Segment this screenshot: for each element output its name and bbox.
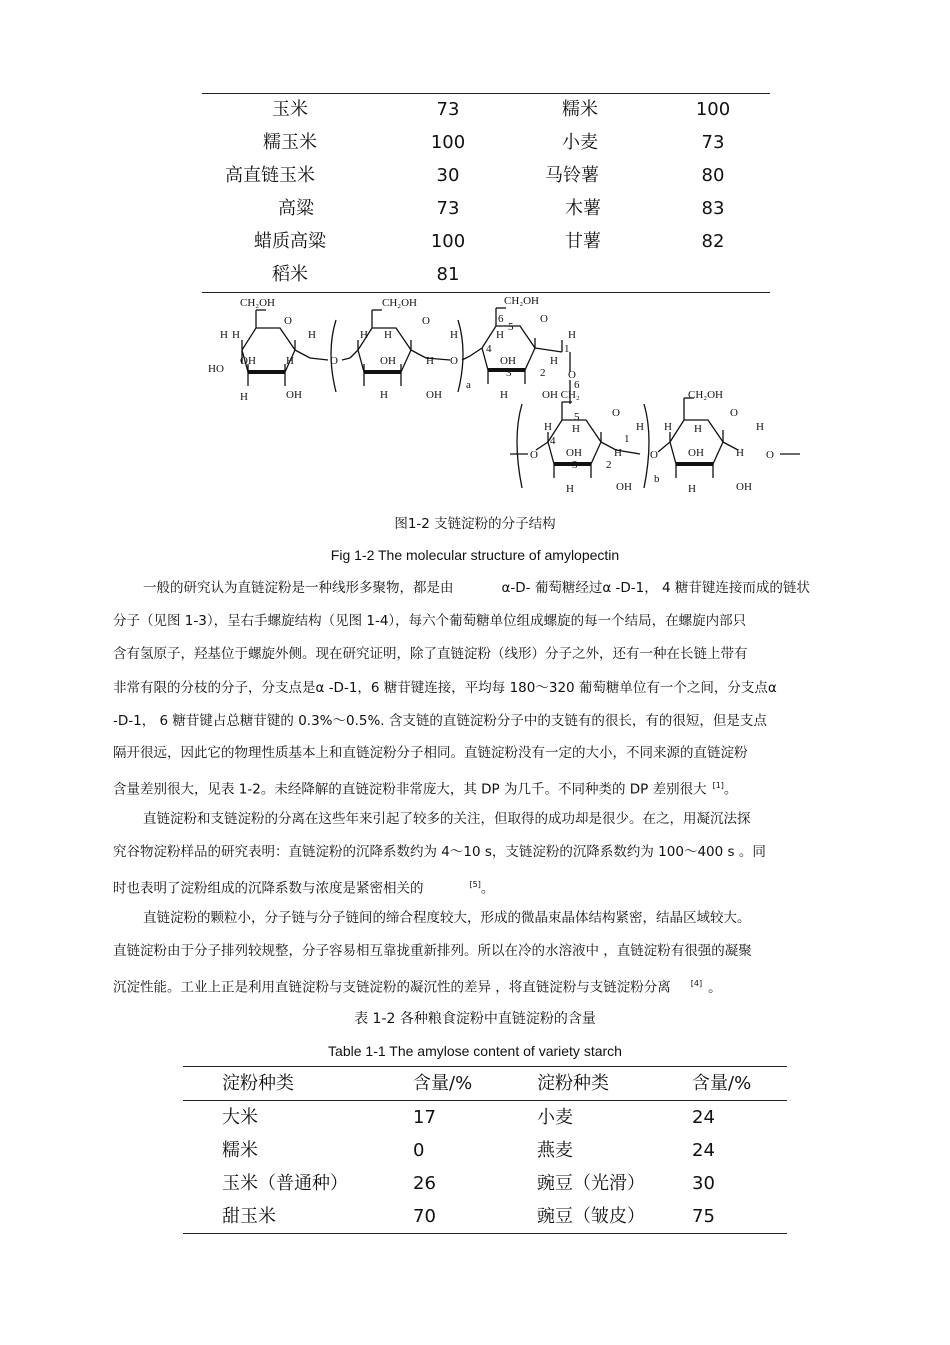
label-o: O: [530, 449, 538, 461]
label-h: H: [308, 329, 316, 341]
citation: [5]: [469, 880, 481, 889]
amylopectin-structure-diagram: [200, 292, 820, 500]
label-oh: OH: [286, 389, 302, 401]
cell: 80: [701, 165, 725, 186]
paragraph-line: 隔开很远，因此它的物理性质基本上和直链淀粉分子相同。直链淀粉没有一定的大小，不同来源的直链淀粉: [113, 745, 748, 761]
label-o: O: [330, 355, 338, 367]
label-oh: OH: [736, 481, 752, 493]
cell: 小麦: [562, 132, 598, 153]
label-h: H: [694, 423, 702, 435]
label-n1: 1: [624, 433, 630, 445]
cell: 73: [701, 132, 725, 153]
label-h: H: [568, 329, 576, 341]
label-h: H: [286, 355, 294, 367]
label-h: H: [688, 483, 696, 495]
label-h: H: [636, 421, 644, 433]
label-h: H: [220, 329, 228, 341]
label-n6: 6: [574, 379, 580, 391]
label-ho: HO: [208, 363, 224, 375]
cell: 木薯: [565, 198, 601, 219]
citation: [1]: [712, 781, 724, 790]
label-oh: OH: [380, 355, 396, 367]
table2-rule-top: [183, 1066, 787, 1067]
label-oh: OH: [500, 355, 516, 367]
cell: 26: [413, 1173, 436, 1194]
cell: 73: [436, 99, 460, 120]
cell: 82: [701, 231, 725, 252]
label-o: O: [450, 355, 458, 367]
label-n5: 5: [574, 411, 580, 423]
cell: 70: [413, 1206, 436, 1227]
cell: 24: [692, 1140, 715, 1161]
paragraph-line: -D-1， 6 糖苷键占总糖苷键的 0.3%～0.5%. 含支链的直链淀粉分子中的支链有的很长，有的很短，但是支点: [113, 713, 767, 729]
cell: 玉米: [272, 99, 308, 120]
paragraph-line: [113, 975, 722, 997]
paragraph-line: 直链淀粉由于分子排列较规整，分子容易相互靠拢重新排列。所以在冷的水溶液中 ，直链淀粉有很强的凝聚: [113, 943, 752, 959]
paragraph-line: 直链淀粉的颗粒小，分子链与分子链间的缔合程度较大，形成的微晶束晶体结构紧密，结晶区域较大。: [143, 910, 751, 926]
label-h: H: [566, 483, 574, 495]
text-run: 。: [708, 979, 722, 996]
label-h: H: [544, 421, 552, 433]
figure-caption-cn: 图1-2 支链淀粉的分子结构: [394, 516, 556, 532]
cell: 75: [692, 1206, 715, 1227]
cell: 糯玉米: [263, 132, 317, 153]
text-run: 。: [480, 880, 495, 897]
label-oh: OH: [240, 355, 256, 367]
column-header: 淀粉种类: [537, 1073, 609, 1094]
cell: 甘薯: [565, 231, 601, 252]
text-run: 一般的研究认为直链淀粉是一种线形多聚物，都是由: [143, 580, 454, 596]
cell: 73: [436, 198, 460, 219]
label-h: H: [736, 447, 744, 459]
label-o: O: [568, 369, 576, 381]
cell: 大米: [222, 1107, 258, 1128]
table2-rule-mid: [183, 1100, 787, 1101]
label-h: H: [384, 329, 392, 341]
label-n2: 2: [540, 367, 546, 379]
paragraph-line: [113, 777, 737, 799]
cell: 0: [413, 1140, 425, 1161]
label-n1: 1: [564, 343, 570, 355]
cell: 燕麦: [537, 1140, 573, 1161]
paragraph-line: 直链淀粉和支链淀粉的分离在这些年来引起了较多的关注，但取得的成功却是很少。在之，用凝沉法探: [143, 811, 751, 827]
table-caption-cn: 表 1-2 各种粮食淀粉中直链淀粉的含量: [354, 1011, 596, 1027]
cell: 24: [692, 1107, 715, 1128]
label-o: O: [730, 407, 738, 419]
label-o: O: [284, 315, 292, 327]
label-o: O: [612, 407, 620, 419]
citation: [4]: [690, 979, 703, 988]
label-oh: OH: [688, 447, 704, 459]
label-h: H: [360, 329, 368, 341]
label-h: H: [614, 447, 622, 459]
label-o: O: [540, 313, 548, 325]
glucose-ring-5: [658, 398, 800, 478]
cell: 81: [436, 264, 460, 285]
cell: 83: [701, 198, 725, 219]
label-ch2oh: CH₂OH: [504, 295, 540, 307]
label-n3: 3: [506, 367, 512, 379]
cell: 甜玉米: [222, 1206, 276, 1227]
label-h: H: [550, 355, 558, 367]
column-header: 含量/%: [692, 1073, 752, 1094]
label-n4: 4: [486, 343, 492, 355]
label-h: H: [756, 421, 764, 433]
label-n2: 2: [606, 459, 612, 471]
cell: 蜡质高粱: [254, 231, 326, 252]
paragraph-line: 分子（见图 1-3），呈右手螺旋结构（见图 1-4），每六个葡萄糖单位组成螺旋的每一个结局，在螺旋内部只: [113, 613, 747, 629]
label-ohch2: OH CH₂: [542, 389, 580, 401]
cell: 100: [695, 99, 731, 120]
text-run: 。: [723, 781, 738, 798]
cell: 豌豆（光滑）: [537, 1173, 645, 1194]
cell: 玉米（普通种）: [222, 1173, 348, 1194]
label-oh: OH: [566, 447, 582, 459]
paragraph-line: 含有氢原子，羟基位于螺旋外侧。现在研究证明，除了直链淀粉（线形）分子之外，还有一种在长链上带有: [113, 646, 748, 662]
label-h: H: [450, 329, 458, 341]
label-h: H: [572, 423, 580, 435]
cell: 30: [692, 1173, 715, 1194]
label-n3: 3: [572, 459, 578, 471]
label-ch2oh: CH₂OH: [382, 297, 418, 309]
label-h: H: [380, 389, 388, 401]
label-oh: OH: [426, 389, 442, 401]
cell: 马铃薯: [545, 165, 599, 186]
paragraph-line: [113, 876, 494, 898]
cell: 17: [413, 1107, 436, 1128]
cell: 高直链玉米: [225, 165, 315, 186]
label-n6: 6: [498, 313, 504, 325]
label-ch2oh: CH₂OH: [240, 297, 276, 309]
cell: 糯米: [562, 99, 598, 120]
label-o: O: [422, 315, 430, 327]
text-run: 时也表明了淀粉组成的沉降系数与浓度是紧密相关的: [113, 880, 424, 897]
cell: 小麦: [537, 1107, 573, 1128]
label-n4: 4: [550, 435, 556, 447]
table-caption-en: Table 1-1 The amylose content of variety starch: [328, 1043, 622, 1059]
text-run: α-D- 葡萄糖经过α -D-1， 4 糖苷键连接而成的链状: [501, 580, 810, 596]
label-o: O: [650, 449, 658, 461]
text-run: 沉淀性能。工业上正是利用直链淀粉与支链淀粉的凝沉性的差异 ，将直链淀粉与支链淀粉分离: [113, 979, 671, 996]
label-n5: 5: [508, 321, 514, 333]
label-a: a: [466, 379, 471, 391]
top-table-rule-top: [202, 93, 770, 94]
label-o: O: [766, 449, 774, 461]
label-h: H: [426, 355, 434, 367]
label-h: H: [664, 421, 672, 433]
glucose-ring-2: [342, 310, 450, 386]
cell: 糯米: [222, 1140, 258, 1161]
column-header: 含量/%: [413, 1073, 473, 1094]
cell: 100: [430, 132, 466, 153]
label-h: H: [240, 391, 248, 403]
label-h: H: [500, 389, 508, 401]
label-oh: OH: [616, 481, 632, 493]
figure-caption-en: Fig 1-2 The molecular structure of amylopectin: [330, 547, 620, 563]
cell: 豌豆（皱皮）: [537, 1206, 645, 1227]
cell: 30: [436, 165, 460, 186]
label-h: H: [232, 329, 240, 341]
cell: 100: [430, 231, 466, 252]
paragraph-line: 究谷物淀粉样品的研究表明：直链淀粉的沉降系数约为 4～10 s，支链淀粉的沉降系数约为 100～400 s 。同: [113, 844, 766, 860]
label-ch2oh: CH₂OH: [688, 389, 724, 401]
label-b: b: [654, 473, 660, 485]
label-h: H: [496, 329, 504, 341]
cell: 高粱: [278, 198, 314, 219]
paragraph-line: 非常有限的分枝的分子，分支点是α -D-1，6 糖苷键连接，平均每 180～320 葡萄糖单位有一个之间，分支点α: [113, 680, 777, 696]
paragraph-line: [143, 579, 810, 597]
cell: 稻米: [272, 264, 308, 285]
text-run: 含量差别很大，见表 1-2。未经降解的直链淀粉非常庞大，其 DP 为几千。不同种类的 DP 差别很大: [113, 781, 707, 798]
column-header: 淀粉种类: [222, 1073, 294, 1094]
table2-rule-bottom: [183, 1233, 787, 1234]
